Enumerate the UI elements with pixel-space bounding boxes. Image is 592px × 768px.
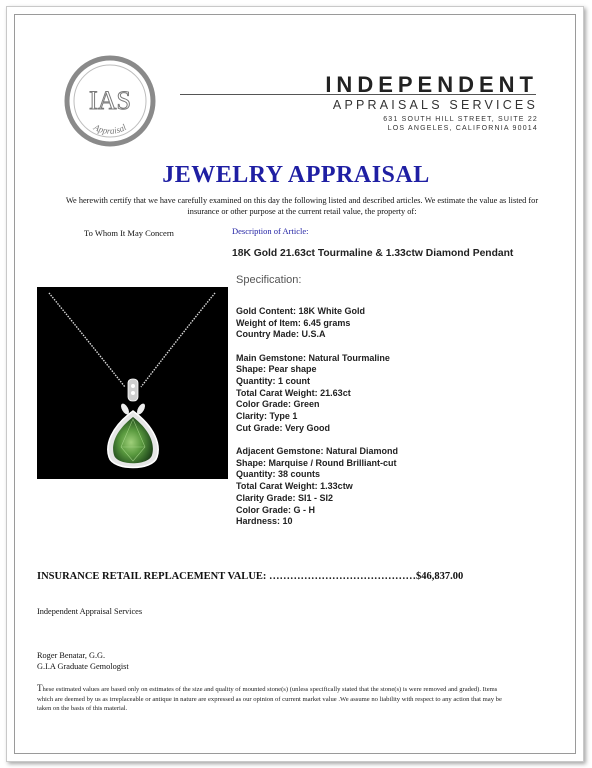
address-line-2: LOS ANGELES, CALIFORNIA 90014 bbox=[387, 125, 538, 132]
disclaimer-text: hese estimated values are based only on estimates of the size and quality of mounted stone(s) (unless specifically stated that the stone(s) is were removed and graded). Items which are deemed by us as irreplaceable or antique in nature are expressed as our opinion of current market value .We assume no liability with respect to any action that may be taken on the basis of this material. bbox=[37, 686, 502, 712]
spec-main-shape: Shape: Pear shape bbox=[236, 364, 317, 375]
logo-arc-text: Appraisal bbox=[92, 122, 128, 136]
spec-main-gemstone: Main Gemstone: Natural Tourmaline bbox=[236, 352, 390, 363]
pendant-photo bbox=[37, 287, 228, 479]
spec-main-quantity: Quantity: 1 count bbox=[236, 376, 310, 387]
spec-adjacent-carat: Total Carat Weight: 1.33ctw bbox=[236, 481, 353, 492]
address-line-1: 631 SOUTH HILL STREET, SUITE 22 bbox=[383, 116, 538, 123]
spec-main-carat: Total Carat Weight: 21.63ct bbox=[236, 387, 351, 398]
spec-adjacent-shape: Shape: Marquise / Round Brilliant-cut bbox=[236, 457, 397, 468]
main-gemstone-specs bbox=[236, 353, 536, 435]
insurance-value-amount: $46,837.00 bbox=[416, 571, 464, 582]
insurance-value-label: INSURANCE RETAIL REPLACEMENT VALUE: …………………………………… bbox=[37, 571, 417, 582]
spec-main-clarity: Clarity: Type 1 bbox=[236, 411, 298, 422]
insurance-value-line bbox=[37, 571, 537, 582]
spec-country: Country Made: U.S.A bbox=[236, 329, 326, 340]
spec-adjacent-clarity: Clarity Grade: SI1 - SI2 bbox=[236, 492, 334, 503]
disclaimer-initial: T bbox=[37, 683, 43, 693]
spec-adjacent-quantity: Quantity: 38 counts bbox=[236, 469, 321, 480]
company-name: INDEPENDENT bbox=[325, 72, 538, 97]
spec-gold-content: Gold Content: 18K White Gold bbox=[236, 306, 365, 316]
signature-company: Independent Appraisal Services bbox=[37, 607, 143, 616]
logo-monogram: IAS bbox=[89, 86, 131, 115]
spec-weight: Weight of Item: 6.45 grams bbox=[236, 317, 351, 328]
signer-block bbox=[37, 650, 129, 672]
specification-label: Specification: bbox=[236, 274, 302, 286]
document-title: JEWELRY APPRAISAL bbox=[162, 162, 430, 188]
certification-intro: We herewith certify that we have carefully examined on this day the following listed and described articles. We estimate the value as listed for insurance or other purpose at the current retail value, the property of: bbox=[65, 196, 539, 216]
signer-title: G.I.A Graduate Gemologist bbox=[37, 662, 129, 671]
company-subtitle: APPRAISALS SERVICES bbox=[332, 98, 538, 112]
spec-main-color: Color Grade: Green bbox=[236, 399, 320, 410]
signer-name: Roger Benatar, G.G. bbox=[37, 651, 106, 660]
gold-specs bbox=[236, 306, 536, 341]
adjacent-gemstone-specs bbox=[236, 446, 536, 528]
ias-logo bbox=[64, 55, 156, 147]
recipient: To Whom It May Concern bbox=[84, 228, 174, 238]
article-title: 18K Gold 21.63ct Tourmaline & 1.33ctw Diamond Pendant bbox=[232, 248, 514, 259]
spec-main-cut: Cut Grade: Very Good bbox=[236, 422, 331, 433]
company-address bbox=[300, 115, 538, 133]
company-header bbox=[300, 72, 538, 133]
spec-adjacent-hardness: Hardness: 10 bbox=[236, 516, 293, 527]
spec-adjacent-gemstone: Adjacent Gemstone: Natural Diamond bbox=[236, 446, 399, 457]
disclaimer bbox=[37, 684, 507, 714]
spec-adjacent-color: Color Grade: G - H bbox=[236, 504, 316, 515]
description-label: Description of Article: bbox=[232, 226, 309, 236]
specification-list bbox=[236, 306, 536, 539]
